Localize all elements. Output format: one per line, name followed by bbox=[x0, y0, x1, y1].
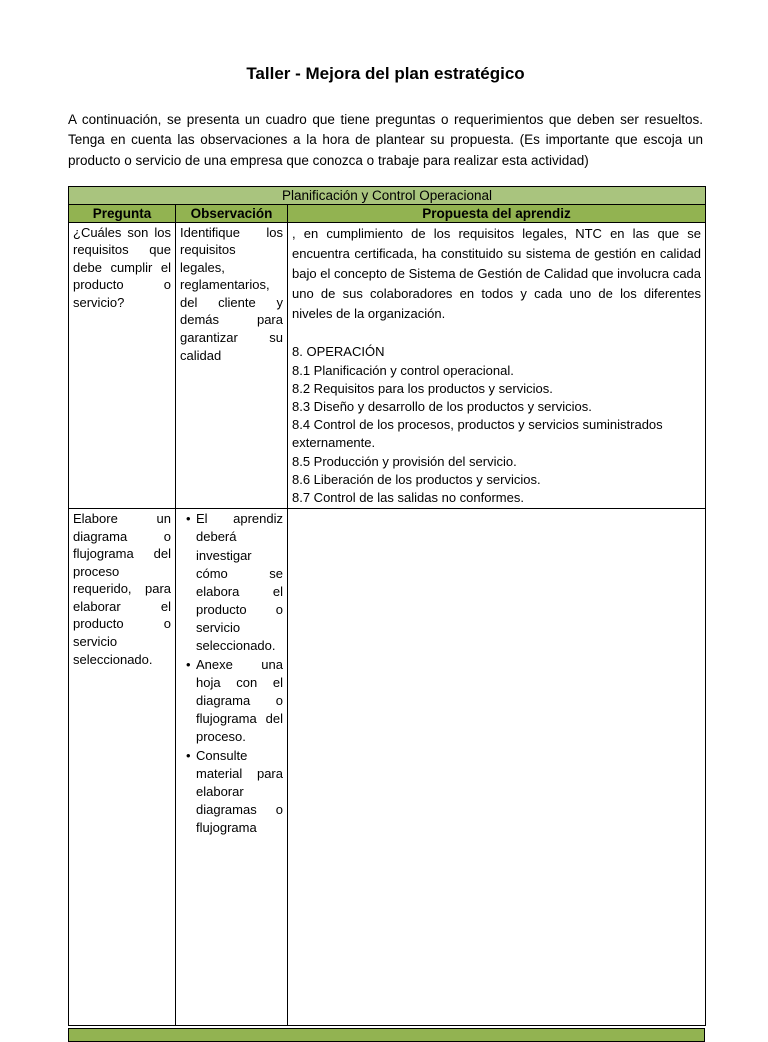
propuesta-line: 8.3 Diseño y desarrollo de los productos y servicios. bbox=[292, 399, 592, 415]
table-row bbox=[69, 509, 706, 1026]
intro-paragraph: A continuación, se presenta un cuadro que tiene preguntas o requerimientos que deben ser resueltos. Tenga en cuenta las observaciones a la hora de plantear su propuesta. (Es importante que escoja un producto o servicio de una empresa que conozca o trabaje para realizar esta actividad) bbox=[68, 112, 703, 168]
header-propuesta: Propuesta del aprendiz bbox=[288, 204, 706, 222]
propuesta-cell-empty bbox=[288, 509, 706, 1026]
observacion-bullet-list bbox=[180, 510, 283, 837]
propuesta-cell bbox=[288, 222, 706, 508]
list-item bbox=[180, 747, 283, 838]
bullet-text: Anexe una hoja con el diagrama o flujograma del proceso. bbox=[196, 656, 283, 745]
header-observacion: Observación bbox=[176, 204, 288, 222]
next-table-header-strip bbox=[68, 1028, 705, 1042]
propuesta-line: 8.1 Planificación y control operacional. bbox=[292, 362, 514, 378]
propuesta-line: 8.4 Control de los procesos, productos y servicios suministrados externamente. bbox=[292, 417, 663, 451]
page-title: Taller - Mejora del plan estratégico bbox=[246, 64, 525, 83]
bullet-marker: • bbox=[186, 747, 191, 763]
propuesta-line: 8.5 Producción y provisión del servicio. bbox=[292, 453, 517, 469]
bullet-text: Consulte material para elaborar diagramas o flujograma bbox=[196, 747, 283, 836]
planificacion-table bbox=[68, 186, 706, 1026]
propuesta-line: 8.7 Control de las salidas no conformes. bbox=[292, 489, 524, 505]
table-banner: Planificación y Control Operacional bbox=[69, 186, 706, 204]
bullet-text: El aprendiz deberá investigar cómo se elabora el producto o servicio seleccionado. bbox=[196, 511, 283, 654]
pregunta-cell: ¿Cuáles son los requisitos que debe cumplir el producto o servicio? bbox=[69, 222, 176, 508]
bullet-marker: • bbox=[186, 511, 191, 527]
propuesta-intro-text: , en cumplimiento de los requisitos legales, NTC en las que se encuentra certificada, ha constituido su sistema de gestión en calidad bajo el concepto de Sistema de Gestión de Calidad que involucra cada uno de sus colaboradores en todos y cada uno de los diferentes niveles de la organización. bbox=[292, 225, 702, 322]
observacion-cell: Identifique los requisitos legales, reglamentarios, del cliente y demás para garantizar su calidad bbox=[176, 222, 288, 508]
bullet-marker: • bbox=[186, 656, 191, 672]
propuesta-line: 8.6 Liberación de los productos y servicios. bbox=[292, 471, 541, 487]
list-item bbox=[180, 510, 283, 656]
observacion-cell bbox=[176, 509, 288, 1026]
table-header-row bbox=[69, 204, 706, 222]
header-pregunta: Pregunta bbox=[69, 204, 176, 222]
table-banner-row bbox=[69, 186, 706, 204]
list-item bbox=[180, 656, 283, 747]
propuesta-line: 8. OPERACIÓN bbox=[292, 344, 385, 360]
pregunta-cell: Elabore un diagrama o flujograma del proceso requerido, para elaborar el producto o servicio seleccionado. bbox=[69, 509, 176, 1026]
table-row bbox=[69, 222, 706, 508]
propuesta-line: 8.2 Requisitos para los productos y servicios. bbox=[292, 380, 553, 396]
blank-line bbox=[292, 324, 701, 343]
